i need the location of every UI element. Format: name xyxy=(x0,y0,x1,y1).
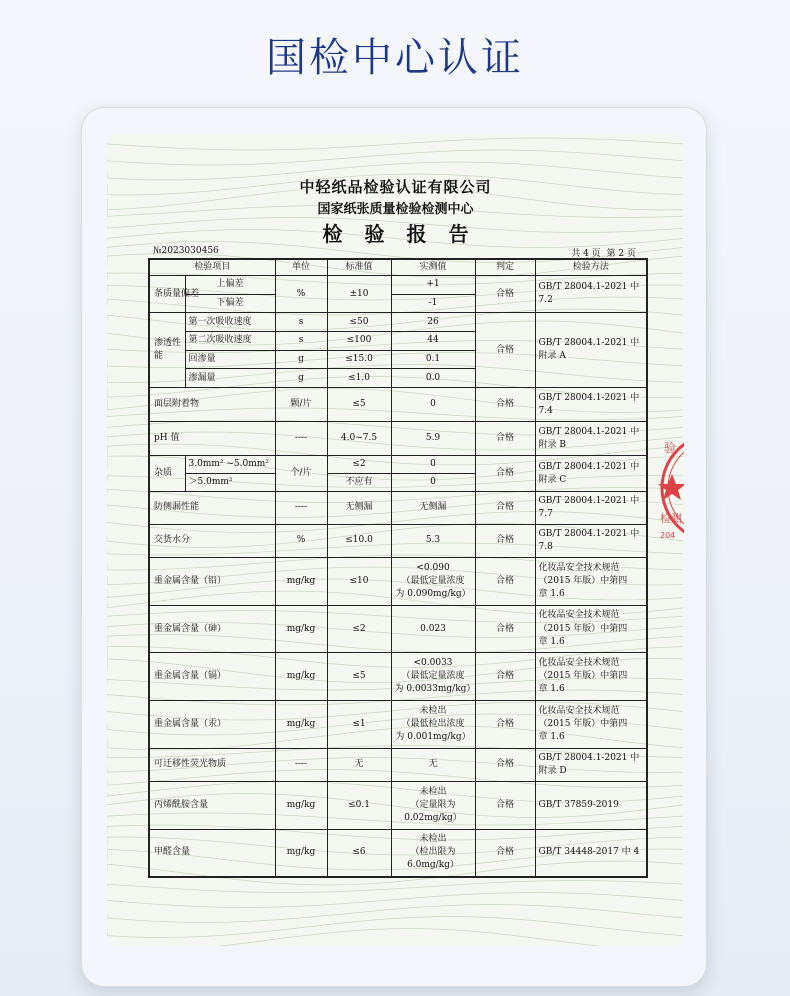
cell-standard: ≤2 xyxy=(327,605,391,653)
table-row xyxy=(149,829,647,877)
cell-item: 渗透性能 xyxy=(149,313,185,388)
method-line: 章 1.6 xyxy=(538,636,565,647)
cell-verdict: 合格 xyxy=(475,653,535,701)
cell-item: 重金属含量（汞） xyxy=(149,701,275,749)
cell-standard: ≤2 xyxy=(327,456,391,474)
cell-item: 重金属含量（镉） xyxy=(149,653,275,701)
measured-line: 0.02mg/kg） xyxy=(404,812,462,823)
table-row xyxy=(149,748,647,781)
cell-unit: mg/kg xyxy=(275,605,327,653)
cell-standard: 无侧漏 xyxy=(327,491,391,524)
cell-item: 重金属含量（砷） xyxy=(149,605,275,653)
cell-measured: 无侧漏 xyxy=(391,491,475,524)
cell-item: 面层附着物 xyxy=(149,388,275,422)
page-current: 第 2 页 xyxy=(606,249,636,259)
cell-standard: 不应有 xyxy=(327,474,391,492)
cell-measured: 26 xyxy=(391,313,475,332)
cell-standard: ≤1.0 xyxy=(327,369,391,388)
measured-line: 为 0.0033mg/kg） xyxy=(394,684,476,695)
cell-verdict: 合格 xyxy=(475,491,535,524)
table-row xyxy=(149,653,647,701)
cell-method: GB/T 28004.1-2021 中 7.7 xyxy=(535,491,647,524)
cell-unit: g xyxy=(275,369,327,388)
cell-method: GB/T 28004.1-2021 中 7.4 xyxy=(535,388,647,422)
cell-measured xyxy=(391,701,475,749)
cell-unit: g xyxy=(275,350,327,369)
table-row xyxy=(149,276,647,295)
cell-subitem: 回渗量 xyxy=(185,350,275,369)
method-line: 化妆品安全技术规范 xyxy=(538,705,620,716)
cell-verdict: 合格 xyxy=(475,829,535,877)
cell-subitem: ＞5.0mm² xyxy=(185,474,275,492)
cell-method: GB/T 28004.1-2021 中附录 C xyxy=(535,456,647,491)
cell-verdict: 合格 xyxy=(475,605,535,653)
cell-item: 丙烯酰胺含量 xyxy=(149,781,275,829)
cell-method xyxy=(535,701,647,749)
cell-verdict: 合格 xyxy=(475,558,535,606)
cell-unit: ---- xyxy=(275,748,327,781)
col-header-standard: 标准值 xyxy=(327,259,391,276)
cell-subitem: 第二次吸收速度 xyxy=(185,332,275,351)
table-row xyxy=(149,558,647,606)
cell-standard: 4.0~7.5 xyxy=(327,422,391,456)
cell-method: GB/T 28004.1-2021 中附录 A xyxy=(535,313,647,388)
certificate xyxy=(107,134,684,946)
cell-item: 交货水分 xyxy=(149,524,275,557)
cell-standard: ≤0.1 xyxy=(327,781,391,829)
cell-verdict: 合格 xyxy=(475,524,535,557)
cell-standard: 无 xyxy=(327,748,391,781)
cell-measured xyxy=(391,653,475,701)
cell-unit: 个/片 xyxy=(275,456,327,491)
cell-standard: ±10 xyxy=(327,276,391,313)
cell-standard: ≤6 xyxy=(327,829,391,877)
cell-unit: ---- xyxy=(275,422,327,456)
table-header-row xyxy=(149,259,647,276)
method-line: 章 1.6 xyxy=(538,684,565,695)
cell-standard: ≤15.0 xyxy=(327,350,391,369)
method-line: （2015 年版）中第四 xyxy=(538,575,628,586)
table-row xyxy=(149,605,647,653)
cell-item: 可迁移性荧光物质 xyxy=(149,748,275,781)
cell-measured: 0 xyxy=(391,474,475,492)
cell-standard: ≤100 xyxy=(327,332,391,351)
measured-line: （最低定量浓度 xyxy=(401,575,465,586)
cell-method: GB/T 28004.1-2021 中 7.8 xyxy=(535,524,647,557)
page-total: 共 4 页 xyxy=(571,249,601,259)
cell-measured: 44 xyxy=(391,332,475,351)
table-row xyxy=(149,313,647,332)
measured-line: 为 0.090mg/kg） xyxy=(395,588,471,599)
cell-unit: mg/kg xyxy=(275,829,327,877)
measured-line: （最低检出浓度 xyxy=(401,718,465,729)
org-name-2: 国家纸张质量检验检测中心 xyxy=(317,202,474,217)
inspection-table xyxy=(148,258,648,878)
table-row xyxy=(149,781,647,829)
cell-standard: ≤1 xyxy=(327,701,391,749)
cell-method: GB/T 28004.1-2021 中 7.2 xyxy=(535,276,647,313)
cell-unit: mg/kg xyxy=(275,781,327,829)
cell-verdict: 合格 xyxy=(475,276,535,313)
cell-measured: 无 xyxy=(391,748,475,781)
cell-measured xyxy=(391,829,475,877)
method-line: 化妆品安全技术规范 xyxy=(538,562,620,573)
cell-measured xyxy=(391,558,475,606)
cell-verdict: 合格 xyxy=(475,781,535,829)
cell-subitem: 渗漏量 xyxy=(185,369,275,388)
cell-standard: ≤5 xyxy=(327,388,391,422)
cell-verdict: 合格 xyxy=(475,313,535,388)
cell-verdict: 合格 xyxy=(475,701,535,749)
cell-standard: ≤10 xyxy=(327,558,391,606)
method-line: 章 1.6 xyxy=(538,588,565,599)
measured-line: （检出限为 xyxy=(410,847,456,858)
measured-line: （定量限为 xyxy=(410,799,456,810)
cell-measured: 0 xyxy=(391,456,475,474)
cell-subitem: 下偏差 xyxy=(185,294,275,313)
col-header-method: 检验方法 xyxy=(535,259,647,276)
cell-item: 杂质 xyxy=(149,456,185,491)
cell-subitem: 上偏差 xyxy=(185,276,275,295)
col-header-verdict: 判定 xyxy=(475,259,535,276)
measured-line: 6.0mg/kg） xyxy=(407,860,459,871)
cell-measured xyxy=(391,781,475,829)
cell-unit: mg/kg xyxy=(275,653,327,701)
cell-method: GB/T 28004.1-2021 中附录 D xyxy=(535,748,647,781)
table-row xyxy=(149,524,647,557)
cell-unit: % xyxy=(275,524,327,557)
cell-standard: ≤50 xyxy=(327,313,391,332)
method-line: 化妆品安全技术规范 xyxy=(538,610,620,621)
seal-text-top: 验 xyxy=(664,441,677,455)
measured-line: 未检出 xyxy=(419,786,447,797)
method-line: （2015 年版）中第四 xyxy=(538,623,628,634)
measured-line: 为 0.001mg/kg） xyxy=(395,731,471,742)
cell-measured: 5.3 xyxy=(391,524,475,557)
cell-standard: ≤5 xyxy=(327,653,391,701)
cell-measured: 5.9 xyxy=(391,422,475,456)
cell-verdict: 合格 xyxy=(475,388,535,422)
cell-item: 防侧漏性能 xyxy=(149,491,275,524)
cell-unit: 颗/片 xyxy=(275,388,327,422)
method-line: （2015 年版）中第四 xyxy=(538,718,628,729)
cell-measured: 0.0 xyxy=(391,369,475,388)
red-seal-stamp xyxy=(658,430,684,546)
report-title: 检验报告 xyxy=(322,222,491,246)
measured-line: <0.090 xyxy=(416,562,450,573)
col-header-measured: 实测值 xyxy=(391,259,475,276)
cell-method: GB/T 37859-2019 xyxy=(535,781,647,829)
seal-text-mid: 检测 xyxy=(660,512,682,525)
cell-unit: mg/kg xyxy=(275,558,327,606)
cell-measured: -1 xyxy=(391,294,475,313)
measured-line: （最低定量浓度 xyxy=(401,671,465,682)
cell-verdict: 合格 xyxy=(475,748,535,781)
cell-method: GB/T 34448-2017 中 4 xyxy=(535,829,647,877)
measured-line: <0.0033 xyxy=(413,658,453,669)
cell-unit: % xyxy=(275,276,327,313)
cell-unit: mg/kg xyxy=(275,701,327,749)
cell-unit: s xyxy=(275,332,327,351)
cell-method xyxy=(535,558,647,606)
cell-standard: ≤10.0 xyxy=(327,524,391,557)
report-number: №2023030456 xyxy=(153,246,219,256)
cell-unit: s xyxy=(275,313,327,332)
measured-line: 未检出 xyxy=(419,705,447,716)
cell-subitem: 第一次吸收速度 xyxy=(185,313,275,332)
cell-item: pH 值 xyxy=(149,422,275,456)
table-row xyxy=(149,456,647,474)
cell-measured: 0 xyxy=(391,388,475,422)
method-line: 化妆品安全技术规范 xyxy=(538,658,620,669)
org-name-1: 中轻纸品检验认证有限公司 xyxy=(299,178,492,196)
table-row xyxy=(149,701,647,749)
cell-method xyxy=(535,605,647,653)
cell-unit: ---- xyxy=(275,491,327,524)
col-header-item: 检验项目 xyxy=(149,259,275,276)
table-row xyxy=(149,388,647,422)
cell-item: 重金属含量（铅） xyxy=(149,558,275,606)
cell-method xyxy=(535,653,647,701)
cell-measured: +1 xyxy=(391,276,475,295)
cell-verdict: 合格 xyxy=(475,456,535,491)
col-header-unit: 单位 xyxy=(275,259,327,276)
cell-measured: 0.1 xyxy=(391,350,475,369)
cell-item: 甲醛含量 xyxy=(149,829,275,877)
table-row xyxy=(149,491,647,524)
cell-item: 条质量偏差 xyxy=(149,276,185,313)
method-line: 章 1.6 xyxy=(538,731,565,742)
cell-measured: 0.023 xyxy=(391,605,475,653)
method-line: （2015 年版）中第四 xyxy=(538,671,628,682)
measured-line: 未检出 xyxy=(419,834,447,845)
cell-subitem: 3.0mm² ~5.0mm² xyxy=(185,456,275,474)
table-row xyxy=(149,422,647,456)
cell-verdict: 合格 xyxy=(475,422,535,456)
seal-text-bottom: 204 xyxy=(660,531,676,540)
cell-method: GB/T 28004.1-2021 中附录 B xyxy=(535,422,647,456)
page-title: 国检中心认证 xyxy=(266,35,524,81)
